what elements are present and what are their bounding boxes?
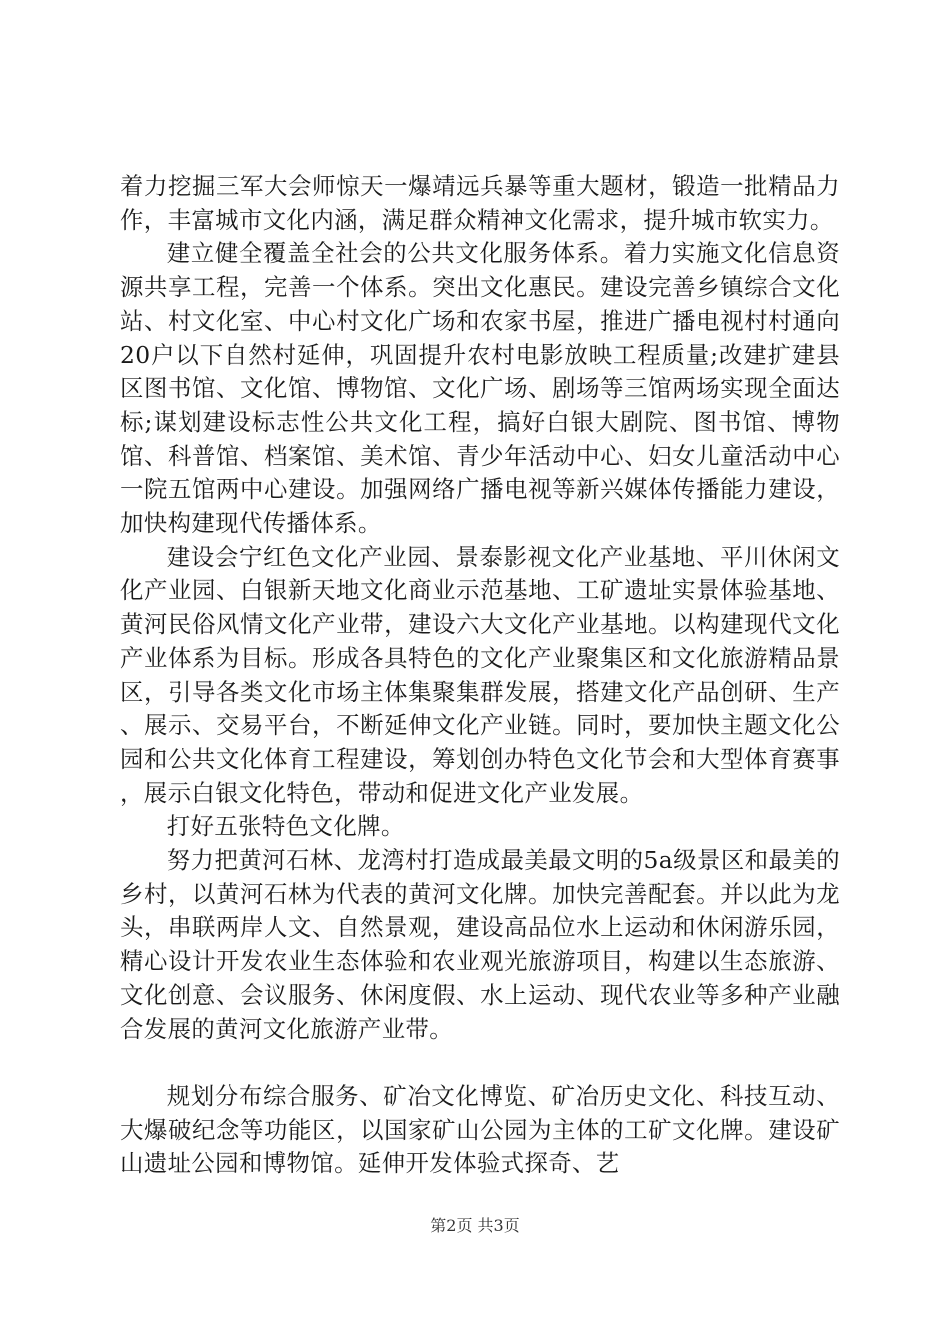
paragraph-2: 建立健全覆盖全社会的公共文化服务体系。着力实施文化信息资源共享工程，完善一个体系。突出文化惠民。建设完善乡镇综合文化站、村文化室、中心村文化广场和农家书屋，推进广播电视村村通向20户以下自然村延伸，巩固提升农村电影放映工程质量;改建扩建县区图书馆、文化馆、博物馆、文化广场、剧场等三馆两场实现全面达标;谋划建设标志性公共文化工程，搞好白银大剧院、图书馆、博物馆、科普馆、档案馆、美术馆、青少年活动中心、妇女儿童活动中心一院五馆两中心建设。加强网络广播电视等新兴媒体传播能力建设，加快构建现代传播体系。 <box>120 239 840 538</box>
paragraph-4: 打好五张特色文化牌。 <box>166 812 405 841</box>
paragraph-1: 着力挖掘三军大会师惊天一爆靖远兵暴等重大题材，锻造一批精品力作，丰富城市文化内涵，满足群众精神文化需求，提升城市软实力。 <box>120 172 840 234</box>
paragraph-5: 努力把黄河石林、龙湾村打造成最美最文明的5a级景区和最美的乡村，以黄河石林为代表的黄河文化牌。加快完善配套。并以此为龙头，串联两岸人文、自然景观，建设高品位水上运动和休闲游乐园，精心设计开发农业生态体验和农业观光旅游项目，构建以生态旅游、文化创意、会议服务、休闲度假、水上运动、现代农业等多种产业融合发展的黄河文化旅游产业带。 <box>120 846 840 1043</box>
paragraph-spacer <box>120 1046 840 1080</box>
page-footer: 第2页 共3页 <box>430 1216 520 1235</box>
document-body <box>120 170 840 1181</box>
paragraph-3: 建设会宁红色文化产业园、景泰影视文化产业基地、平川休闲文化产业园、白银新天地文化商业示范基地、工矿遗址实景体验基地、黄河民俗风情文化产业带，建设六大文化产业基地。以构建现代文化产业体系为目标。形成各具特色的文化产业聚集区和文化旅游精品景区，引导各类文化市场主体集聚集群发展，搭建文化产品创研、生产、展示、交易平台，不断延伸文化产业链。同时，要加快主题文化公园和公共文化体育工程建设，筹划创办特色文化节会和大型体育赛事，展示白银文化特色，带动和促进文化产业发展。 <box>120 542 840 807</box>
paragraph-6: 规划分布综合服务、矿冶文化博览、矿冶历史文化、科技互动、大爆破纪念等功能区，以国家矿山公园为主体的工矿文化牌。建设矿山遗址公园和博物馆。延伸开发体验式探奇、艺 <box>120 1081 840 1178</box>
